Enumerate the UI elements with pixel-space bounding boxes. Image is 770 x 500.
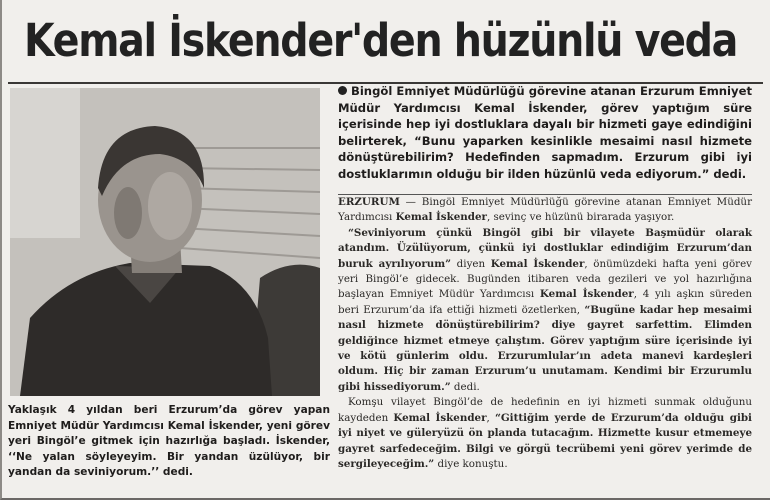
p2-text-c: , 4 yılı aşkın süreden beri Erzurum’da ifa ettiği hizmeti özetlerken,: [338, 288, 752, 316]
photo: [10, 88, 320, 396]
p2-quote2: “Bugüne kadar hep mesaimi nasıl hizmete dönüştürebilirim? diye gayret sarfettim. Elimden geldiğince hizmet etmeye çalıştım. Görev yaptığım süre içerisinde iyi ve kötü günlerim oldu. Erzurumlular’ın adeta manevi kardeşleri oldum. Hiç bir zaman Erzurum’u unutamam. Kendimi bir Erzurumlu gibi hissediyorum.”: [338, 303, 752, 393]
article-body: [338, 195, 752, 472]
paragraph-1: [338, 195, 752, 226]
p3-text-c: diye konuştu.: [434, 457, 508, 470]
p3-text-a: Komşu vilayet Bingöl’de de hedefinin en iyi hizmeti sunmak olduğunu kaydeden: [338, 396, 752, 424]
bullet-icon: [338, 86, 347, 95]
headline: Kemal İskender'den hüzünlü veda: [24, 14, 738, 67]
photo-caption: Yaklaşık 4 yıldan beri Erzurum’da görev yapan Emniyet Müdür Yardımcısı Kemal İskender, yeni görev yeri Bingöl’e gitmek için hazırlığa başladı. İskender, ‘‘Ne yalan söyleyeyim. Bir yandan üzülüyor, bir yandan da seviniyorum.’’ dedi.: [8, 404, 330, 479]
p3-name: Kemal İskender: [393, 411, 487, 424]
paragraph-3: [338, 395, 752, 472]
paragraph-2: [338, 226, 752, 395]
p2-name: Kemal İskender: [490, 257, 585, 270]
p2-quote: “Seviniyorum çünkü Bingöl gibi bir vilayete Başmüdür olarak atandım. Üzülüyorum, çünkü iyi dostluklar edindiğim Erzurum’dan buruk ayrılıyorum”: [338, 226, 752, 270]
p2-text-b: , önümüzdeki hafta yeni görev yeri Bingöl’e gidecek. Bugünden itibaren veda gezileri ve yol hazırlığına başlayan Emniyet Müdür Yardımcısı: [338, 257, 752, 301]
lead-paragraph: [338, 83, 752, 182]
dateline: ERZURUM: [338, 196, 400, 208]
p1-text-b: , sevinç ve hüzünü birarada yaşıyor.: [486, 211, 675, 224]
p2-text-a: diyen: [451, 257, 491, 270]
p3-text-b: ,: [486, 411, 495, 424]
p1-name: Kemal İskender: [395, 211, 487, 224]
p2-name2: Kemal İskender: [539, 288, 634, 301]
p3-quote: “Gittiğim yerde de Erzurum’da olduğu gibi iyi niyet ve güleryüzü ön planda tutacağım. Hizmette kusur etmemeye gayret sarfedeceğim. Bilgi ve görgü tecrübemi yeni görev yerimde de sergileyeceğim.”: [338, 411, 752, 470]
photo-kemal-iskender: [10, 88, 320, 396]
p1-text-a: — Bingöl Emniyet Müdürlüğü görevine atanan Emniyet Müdür Yardımcısı: [338, 196, 752, 224]
p2-text-d: dedi.: [450, 380, 480, 393]
lead-text: Bingöl Emniyet Müdürlüğü görevine atanan Erzurum Emniyet Müdür Yardımcısı Kemal İskender, görev yaptığım süre içerisinde hep iyi dostluklara dayalı bir hizmeti gaye edindiğini belirterek, “Bunu yaparken kesinlikle mesaimi nasıl hizmete dönüştürebilirim? Hedefinden sapmadım. Erzurum gibi iyi dostluklarımın olduğu bir ilden hüzünlü veda ediyorum.” dedi.: [338, 84, 752, 181]
